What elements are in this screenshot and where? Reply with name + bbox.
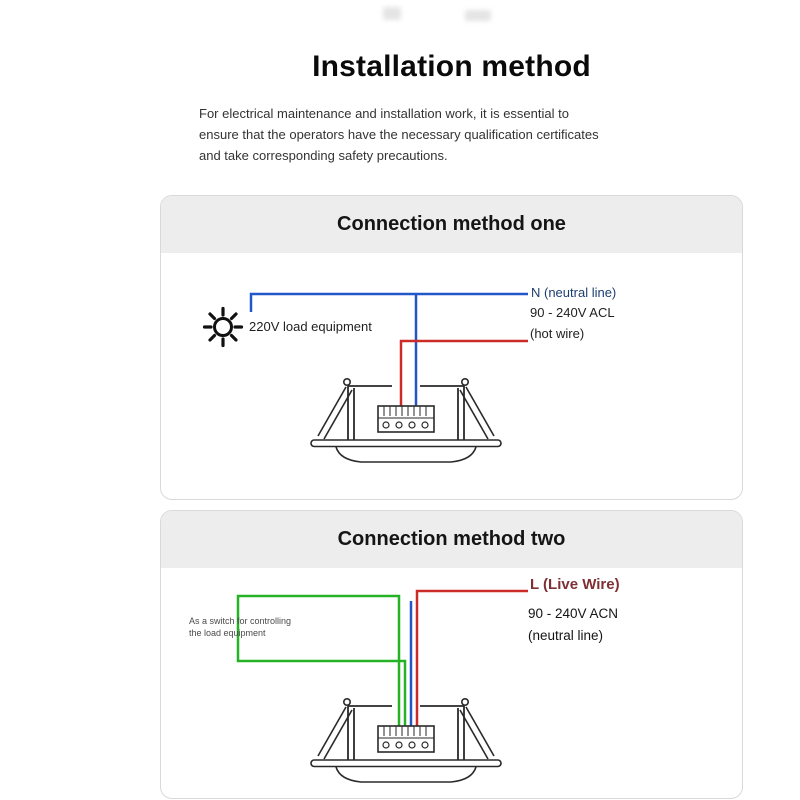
connection-method-two-panel bbox=[160, 510, 743, 799]
hot-wire-label bbox=[530, 302, 615, 344]
intro-line: and take corresponding safety precautions. bbox=[199, 148, 448, 163]
switch-note-line1: As a switch for controlling bbox=[189, 616, 292, 626]
hot-wire-label-line1: 90 - 240V ACL bbox=[530, 305, 615, 320]
live-wire-label: L (Live Wire) bbox=[530, 576, 620, 593]
intro-line: For electrical maintenance and installation work, it is essential to bbox=[199, 106, 569, 121]
load-equipment-label: 220V load equipment bbox=[249, 319, 372, 334]
neutral-line-label: N (neutral line) bbox=[531, 285, 617, 300]
watermark-smudge bbox=[383, 7, 401, 20]
watermark-smudge bbox=[465, 10, 491, 21]
neutral-label-line1: 90 - 240V ACN bbox=[528, 606, 619, 621]
panel-two-header: Connection method two bbox=[161, 511, 742, 568]
panel-one-header: Connection method one bbox=[161, 196, 742, 253]
neutral-wire-blue bbox=[251, 294, 528, 312]
neutral-line-label bbox=[528, 603, 618, 647]
bulb-icon bbox=[205, 309, 242, 346]
neutral-label-line2: (neutral line) bbox=[528, 628, 604, 643]
hot-wire-label-line2: (hot wire) bbox=[530, 326, 585, 341]
intro-line: ensure that the operators have the necessary qualification certificates bbox=[199, 127, 599, 142]
intro-text bbox=[199, 103, 629, 166]
switch-note-line2: the load equipment bbox=[189, 628, 266, 638]
downlight-fixture bbox=[311, 379, 501, 462]
connection-method-one-panel bbox=[160, 195, 743, 500]
live-wire-red bbox=[417, 591, 528, 730]
page-title: Installation method bbox=[312, 50, 591, 83]
switch-note-label bbox=[189, 615, 291, 639]
